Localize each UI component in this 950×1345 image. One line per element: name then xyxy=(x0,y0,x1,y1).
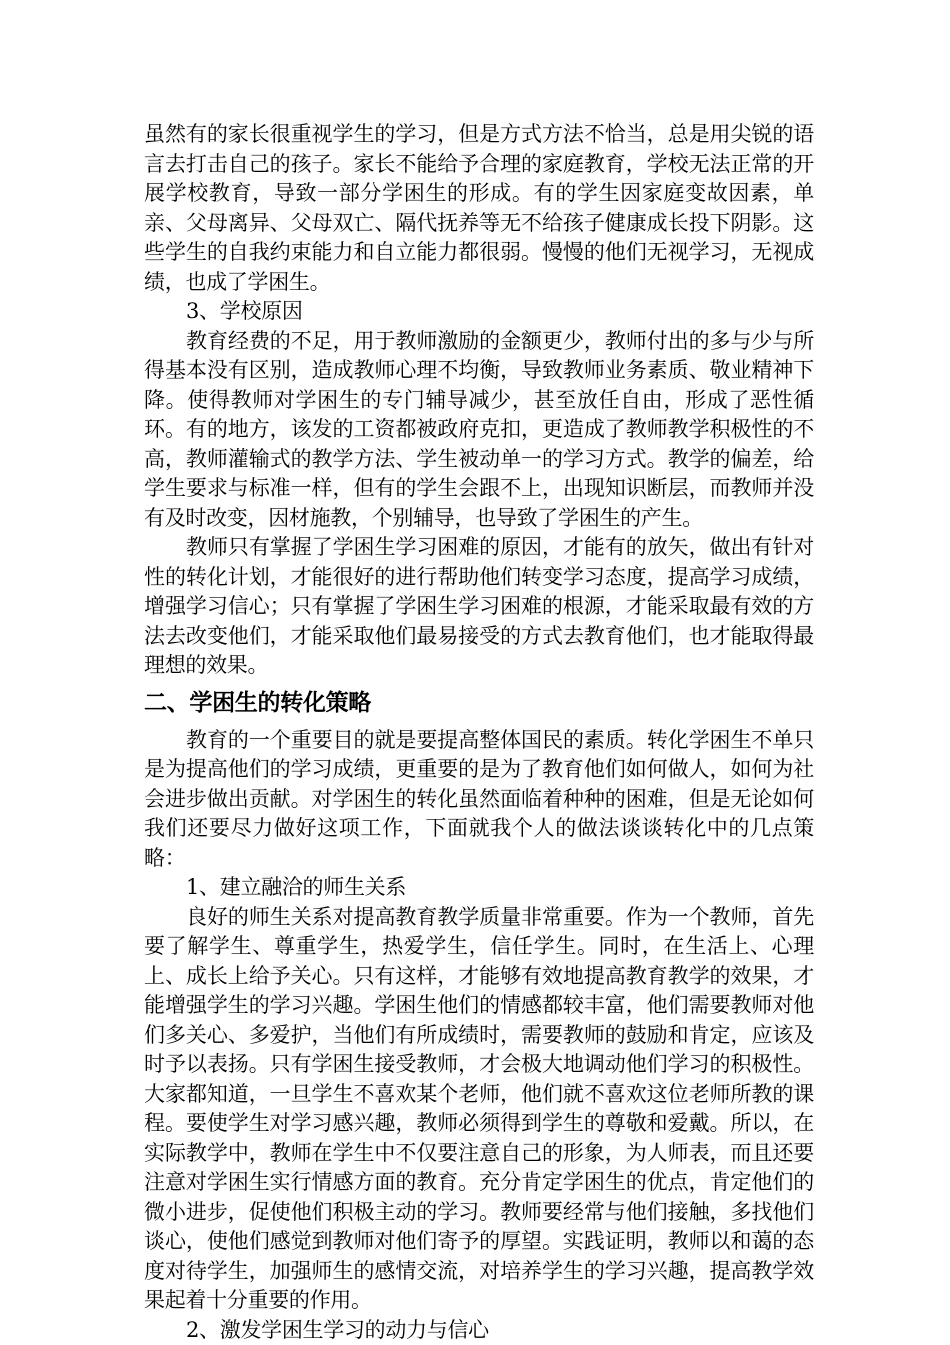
subheading-motivation: 2、激发学困生学习的动力与信心 xyxy=(144,1316,814,1345)
subheading-relationship: 1、建立融洽的师生关系 xyxy=(144,873,814,903)
paragraph-relationship: 良好的师生关系对提高教育教学质量非常重要。作为一个教师，首先要了解学生、尊重学生，热爱学生，信任学生。同时，在生活上、心理上、成长上给予关心。只有这样，才能够有效地提高教育教学的效果，才能增强学生的学习兴趣。学困生他们的情感都较丰富，他们需要教师对他们多关心、多爱护，当他们有所成绩时，需要教师的鼓励和肯定，应该及时予以表扬。只有学困生接受教师，才会极大地调动他们学习的积极性。大家都知道，一旦学生不喜欢某个老师，他们就不喜欢这位老师所教的课程。要使学生对学习感兴趣，教师必须得到学生的尊敬和爱戴。所以，在实际教学中，教师在学生中不仅要注意自己的形象，为人师表，而且还要注意对学困生实行情感方面的教育。充分肯定学困生的优点，肯定他们的微小进步，促使他们积极主动的学习。教师要经常与他们接触，多找他们谈心，使他们感觉到教师对他们寄予的厚望。实践证明，教师以和蔼的态度对待学生，加强师生的感情交流，对培养学生的学习兴趣，提高教学效果起着十分重要的作用。 xyxy=(144,903,814,1316)
paragraph-family-causes: 虽然有的家长很重视学生的学习，但是方式方法不恰当，总是用尖锐的语言去打击自己的孩子。家长不能给予合理的家庭教育，学校无法正常的开展学校教育，导致一部分学困生的形成。有的学生因家庭变故因素，单亲、父母离异、父母双亡、隔代抚养等无不给孩子健康成长投下阴影。这些学生的自我约束能力和自立能力都很弱。慢慢的他们无视学习，无视成绩，也成了学困生。 xyxy=(144,120,814,297)
paragraph-summary: 教师只有掌握了学困生学习困难的原因，才能有的放矢，做出有针对性的转化计划，才能很好的进行帮助他们转变学习态度，提高学习成绩，增强学习信心；只有掌握了学困生学习困难的根源，才能采取最有效的方法去改变他们，才能采取他们最易接受的方式去教育他们，也才能取得最理想的效果。 xyxy=(144,533,814,681)
paragraph-school-causes: 教育经费的不足，用于教师激励的金额更少，教师付出的多与少与所得基本没有区别，造成教师心理不均衡，导致教师业务素质、敬业精神下降。使得教师对学困生的专门辅导减少，甚至放任自由，形成了恶性循环。有的地方，该发的工资都被政府克扣，更造成了教师教学积极性的不高，教师灌输式的教学方法、学生被动单一的学习方式。教学的偏差，给学生要求与标准一样，但有的学生会跟不上，出现知识断层，而教师并没有及时改变，因材施教，个别辅导，也导致了学困生的产生。 xyxy=(144,327,814,534)
paragraph-strategies-intro: 教育的一个重要目的就是要提高整体国民的素质。转化学困生不单只是为提高他们的学习成绩，更重要的是为了教育他们如何做人，如何为社会进步做出贡献。对学困生的转化虽然面临着种种的困难，但是无论如何我们还要尽力做好这项工作，下面就我个人的做法谈谈转化中的几点策略： xyxy=(144,726,814,874)
subheading-school-causes: 3、学校原因 xyxy=(144,297,814,327)
section-heading-strategies: 二、学困生的转化策略 xyxy=(144,685,814,721)
document-page xyxy=(144,120,814,1345)
